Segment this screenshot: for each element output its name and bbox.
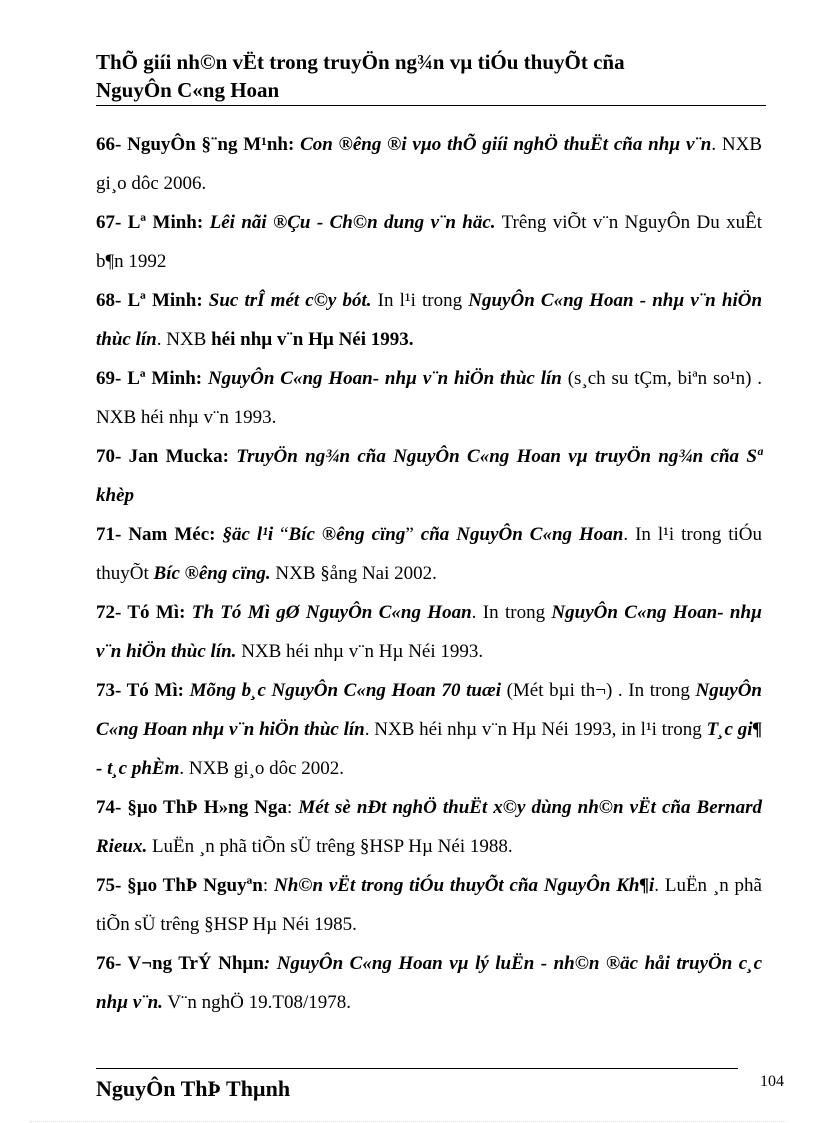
reference-text: . LuËn ¸n phã tiÕn sÜ trêng §HSP Hµ Néi 1985.	[96, 875, 762, 935]
reference-title: Lêi nãi ®Çu - Ch©n dung v¨n häc.	[209, 212, 496, 233]
reference-title: T¸c gi¶ - t¸c phÈm	[96, 719, 762, 779]
reference-author: Tó Mì:	[127, 602, 192, 623]
header-title-line-2: NguyÔn C«ng Hoan	[96, 78, 280, 102]
reference-text: :	[262, 875, 274, 896]
reference-title: TruyÖn ng¾n cña NguyÔn C«ng Hoan vµ truyÖn ng¾n cña Sª khèp	[96, 446, 762, 506]
reference-title: NguyÔn C«ng Hoan- nhµ v¨n hiÖn thùc lín.	[96, 602, 762, 662]
reference-title: Suc trÎ mét c©y bót.	[208, 290, 372, 311]
reference-title: NguyÔn C«ng Hoan nhµ v¨n hiÖn thùc lín	[96, 680, 762, 740]
page-number: 104	[760, 1073, 784, 1090]
reference-text: “	[280, 524, 289, 545]
reference-number: 71-	[96, 524, 129, 545]
reference-text: . In l¹i trong tiÓu thuyÕt	[96, 524, 762, 584]
reference-title: NguyÔn C«ng Hoan - nhµ v¨n hiÖn thùc lín	[96, 290, 763, 350]
reference-number: 68-	[96, 290, 128, 311]
reference-entry	[96, 515, 762, 593]
reference-title: Bíc ®êng cïng.	[153, 563, 271, 584]
footer-divider	[96, 1068, 738, 1069]
reference-entry	[96, 125, 762, 203]
reference-entry	[96, 281, 762, 359]
reference-author: §µo ThÞ Nguyªn	[127, 875, 263, 896]
reference-title: Mét sè nÐt nghÖ thuËt x©y dùng nh©n vËt cña Bernard Rieux.	[96, 797, 762, 857]
reference-number: 75-	[96, 875, 128, 896]
reference-author: §µo ThÞ H»ng Nga	[127, 797, 288, 818]
reference-author: Tó Mì:	[126, 680, 190, 701]
reference-author: héi nhµ v¨n Hµ Néi 1993.	[211, 329, 414, 350]
reference-author: Lª Minh:	[127, 368, 208, 389]
reference-entry	[96, 671, 762, 788]
reference-text: . NXB héi nhµ v¨n Hµ Néi 1993, in l¹i trong	[364, 719, 707, 740]
reference-title: Th Tó Mì gØ NguyÔn C«ng Hoan	[191, 602, 472, 623]
reference-text: . NXB gi¸o dôc 2006.	[96, 134, 762, 194]
footer-author: NguyÔn ThÞ Thµnh	[96, 1076, 291, 1101]
reference-text: Trêng viÕt v¨n NguyÔn Du xuÊt b¶n 1992	[96, 212, 762, 272]
reference-entry	[96, 788, 762, 866]
reference-entry	[96, 437, 762, 515]
reference-number: 72-	[96, 602, 128, 623]
reference-text: NXB §ång Nai 2002.	[270, 563, 437, 584]
reference-entry	[96, 203, 762, 281]
reference-title: Nh©n vËt trong tiÓu thuyÕt cña NguyÔn Kh¶i	[273, 875, 655, 896]
reference-text: (Mét bµi th¬) . In trong	[500, 680, 696, 701]
reference-title: Bíc ®êng cïng	[288, 524, 406, 545]
reference-entry	[96, 866, 762, 944]
page-bottom-edge	[30, 1121, 786, 1122]
reference-text: . In trong	[471, 602, 552, 623]
header-title-line-1: ThÕ giíi nh©n vËt trong truyÖn ng¾n vµ tiÓu thuyÕt cña	[96, 50, 625, 74]
reference-number: 74-	[96, 797, 128, 818]
reference-number: 66-	[96, 134, 128, 155]
reference-text: :	[287, 797, 299, 818]
reference-text: NXB héi nhµ v¨n Hµ Néi 1993.	[236, 641, 484, 662]
reference-text: . NXB	[156, 329, 212, 350]
reference-title: §äc l¹i	[222, 524, 281, 545]
reference-entry	[96, 944, 762, 1022]
reference-title: cña NguyÔn C«ng Hoan	[420, 524, 624, 545]
reference-author: Nam Méc:	[128, 524, 223, 545]
reference-author: Jan Mucka:	[128, 446, 237, 467]
reference-title: Mõng b¸c NguyÔn C«ng Hoan 70 tuæi	[189, 680, 501, 701]
reference-text: ”	[405, 524, 421, 545]
reference-list	[96, 125, 762, 1022]
reference-title: Con ®êng ®i vµo thÕ giíi nghÖ thuËt cña nhµ v¨n	[300, 134, 712, 155]
reference-author: Lª Minh:	[127, 212, 210, 233]
reference-number: 70-	[96, 446, 129, 467]
reference-title: : NguyÔn C«ng Hoan vµ lý luËn - nh©n ®äc håi truyÖn c¸c nhµ v¨n.	[96, 953, 763, 1013]
reference-number: 67-	[96, 212, 128, 233]
reference-number: 73-	[96, 680, 127, 701]
reference-text: In l¹i trong	[371, 290, 469, 311]
running-header	[96, 48, 762, 104]
reference-entry	[96, 593, 762, 671]
header-divider	[96, 105, 766, 106]
reference-entry	[96, 359, 762, 437]
reference-title: NguyÔn C«ng Hoan- nhµ v¨n hiÖn thùc lín	[207, 368, 562, 389]
reference-number: 69-	[96, 368, 128, 389]
reference-number: 76-	[96, 953, 128, 974]
reference-author: V¬ng TrÝ Nhµn	[127, 953, 264, 974]
reference-text: (s¸ch su tÇm, biªn so¹n) . NXB héi nhµ v¨n 1993.	[96, 368, 763, 428]
reference-author: NguyÔn §¨ng M¹nh:	[127, 134, 301, 155]
reference-text: V¨n nghÖ 19.T08/1978.	[162, 992, 351, 1013]
reference-author: Lª Minh:	[127, 290, 209, 311]
reference-text: LuËn ¸n phã tiÕn sÜ trêng §HSP Hµ Néi 1988.	[147, 836, 513, 857]
reference-text: . NXB gi¸o dôc 2002.	[179, 758, 345, 779]
